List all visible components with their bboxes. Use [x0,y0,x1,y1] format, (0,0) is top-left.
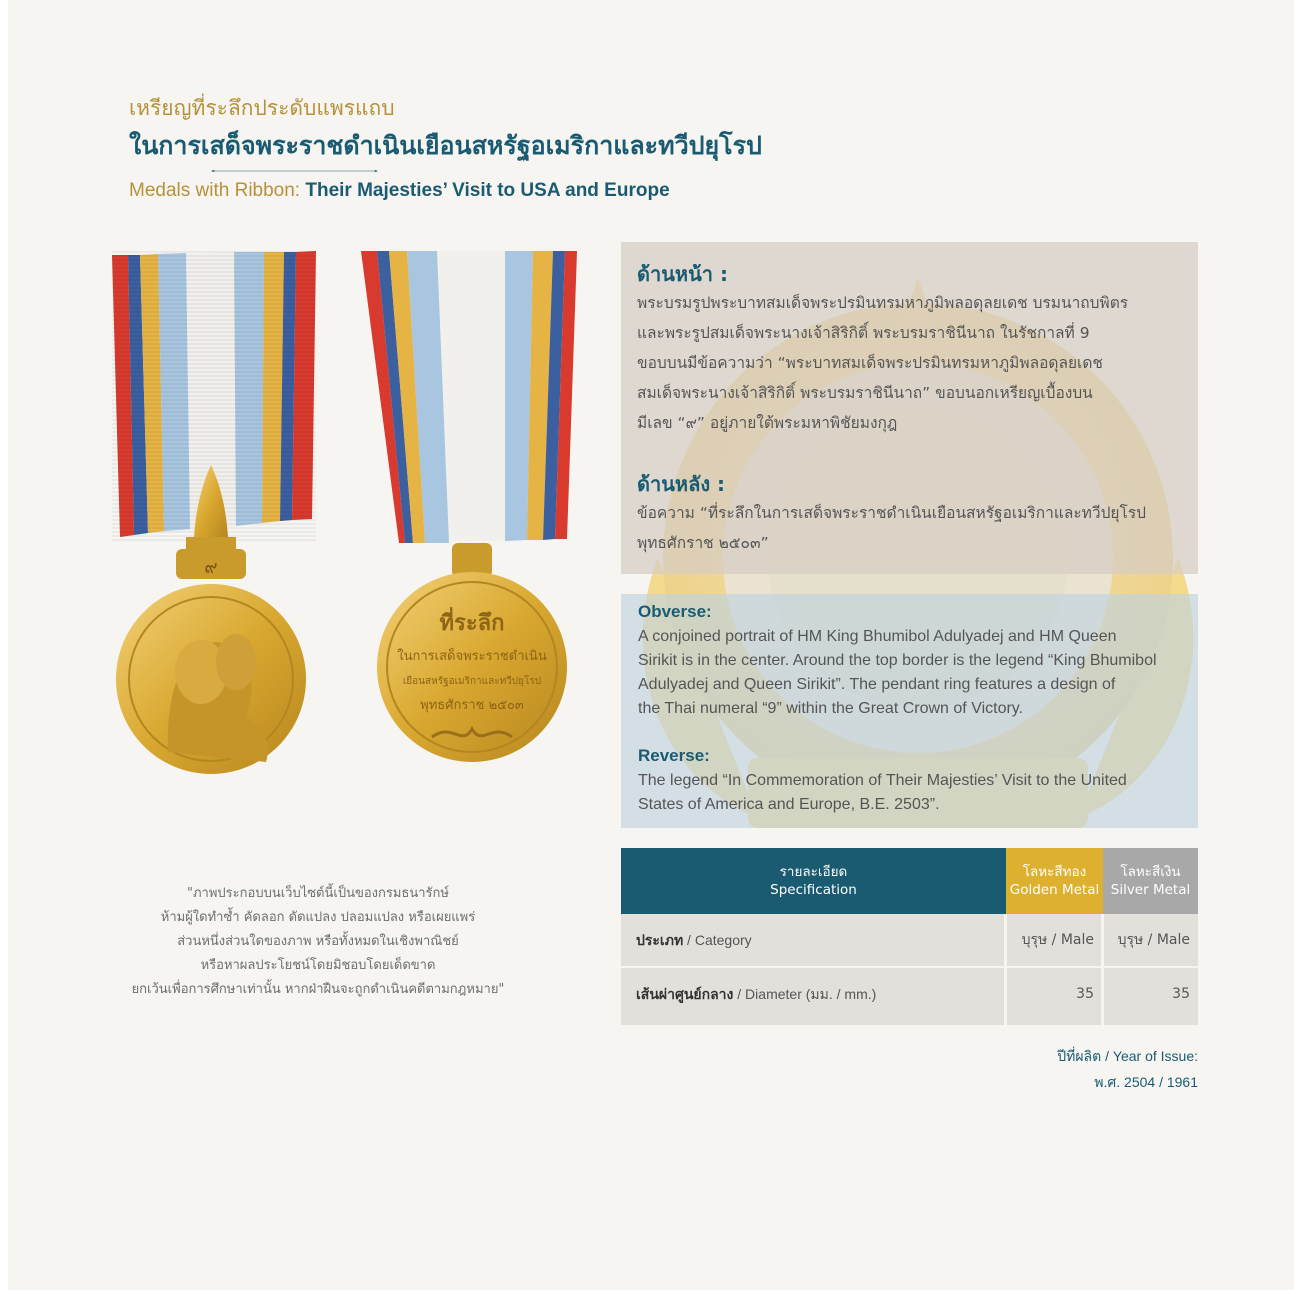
header-silver-metal [1103,848,1198,914]
disclaimer-line: ยกเว้นเพื่อการศึกษาเท่านั้น หากฝ่าฝืนจะถูกดำเนินคดีตามกฎหมาย" [131,982,505,997]
text-line: พระบรมรูปพระบาทสมเด็จพระปรมินทรมหาภูมิพลอดุลยเดช บรมนาถบพิตร [637,294,1129,312]
title-thai-main: ในการเสด็จพระราชดำเนินเยือนสหรัฐอเมริกาและทวีปยุโรป [129,131,762,160]
year-of-issue-value: พ.ศ. 2504 / 1961 [1094,1074,1198,1090]
label-thai: ปีที่ผลิต [1057,1048,1102,1064]
label-thai: ประเภท [636,933,684,949]
title-thai-subtitle: เหรียญที่ระลึกประดับแพรแถบ [129,96,395,120]
obverse-heading-thai: ด้านหน้า : [637,262,728,286]
header-text: โลหะสีเงิน [1120,864,1181,880]
disclaimer-line: ส่วนหนึ่งส่วนใดของภาพ หรือทั้งหมดในเชิงพาณิชย์ [177,934,459,949]
cell-gold: 35 [1076,986,1094,1002]
column-divider [1101,914,1104,1025]
medal-disc [377,572,567,762]
page [8,0,1294,1290]
medal-obverse-image [106,247,316,779]
year-of-issue-label [908,1046,1198,1068]
medal-back-line-4: พุทธศักราช ๒๕๐๓ [420,698,524,713]
cell-gold: บุรุษ / Male [1021,932,1094,948]
title-english [129,180,670,202]
medal-back-line-2: ในการเสด็จพระราชดำเนิน [397,649,547,664]
medal-reverse-image [357,247,582,767]
row-label [636,968,876,1020]
obverse-heading-english: Obverse: [638,602,712,621]
obverse-text-english [638,625,1181,721]
reverse-text-english [638,769,1181,817]
cell-silver: บุรุษ / Male [1117,932,1190,948]
header-text: Specification [770,882,857,898]
table-row [621,914,1198,966]
text-line: States of America and Europe, B.E. 2503”. [638,796,940,813]
label-english: / Diameter (มม. / mm.) [733,986,877,1002]
label-thai: เส้นผ่าศูนย์กลาง [636,987,734,1003]
column-divider [1004,914,1007,1025]
cell-silver: 35 [1172,986,1190,1002]
text-line: Adulyadej and Queen Sirikit”. The pendant ring features a design of [638,676,1116,693]
ribbon [361,251,577,543]
title-english-bold: Their Majesties’ Visit to USA and Europe [305,180,670,201]
copyright-disclaimer [108,882,528,1002]
reverse-text-thai [637,498,1182,558]
header-text: โลหะสีทอง [1022,864,1087,880]
disclaimer-line: ห้ามผู้ใดทำซ้ำ คัดลอก ดัดแปลง ปลอมแปลง หรือเผยแพร่ [160,910,476,925]
table-row [621,968,1198,1025]
medal-back-line-3: เยือนสหรัฐอเมริกาและทวีปยุโรป [402,676,542,687]
text-line: ขอบบนมีข้อความว่า “พระบาทสมเด็จพระปรมินทรมหาภูมิพลอดุลยเดช [637,354,1103,372]
title-english-prefix: Medals with Ribbon: [129,180,306,201]
medal-back-line-1: ที่ระลึก [439,611,505,636]
reverse-heading-english: Reverse: [638,746,710,765]
text-line: สมเด็จพระนางเจ้าสิริกิติ์ พระบรมราชินีนาถ” ขอบนอกเหรียญเบื้องบน [637,384,1093,402]
description-english [621,594,1198,828]
crown-numeral: ๙ [204,557,218,578]
text-line: Sirikit is in the center. Around the top border is the legend “King Bhumibol [638,652,1157,669]
obverse-text-thai [637,288,1182,438]
text-line: The legend “In Commemoration of Their Majesties’ Visit to the United [638,772,1127,789]
header-text: รายละเอียด [779,864,848,880]
header-text: Golden Metal [1009,882,1100,898]
header-text: Silver Metal [1110,882,1191,898]
label-english: / Year of Issue: [1101,1048,1198,1064]
label-english: / Category [683,932,752,948]
text-line: ข้อความ “ที่ระลึกในการเสด็จพระราชดำเนินเยือนสหรัฐอเมริกาและทวีปยุโรป [637,504,1146,522]
description-thai [621,242,1198,574]
text-line: พุทธศักราช ๒๕๐๓” [637,534,769,552]
disclaimer-line: "ภาพประกอบบนเว็บไซต์นี้เป็นของกรมธนารักษ์ [187,886,449,901]
text-line: A conjoined portrait of HM King Bhumibol Adulyadej and HM Queen [638,628,1117,645]
text-line: the Thai numeral “9” within the Great Crown of Victory. [638,700,1024,717]
text-line: และพระรูปสมเด็จพระนางเจ้าสิริกิติ์ พระบรมราชินีนาถ ในรัชกาลที่ 9 [637,324,1090,342]
reverse-heading-thai: ด้านหลัง : [637,472,726,496]
suspender-loop [452,543,492,577]
specification-table [621,848,1198,1025]
text-line: มีเลข “๙” อยู่ภายใต้พระมหาพิชัยมงกุฎ [637,414,898,432]
row-label [636,914,752,966]
header-specification [621,848,1006,914]
header-golden-metal [1006,848,1103,914]
disclaimer-line: หรือหาผลประโยชน์โดยมิชอบโดยเด็ดขาด [200,958,436,973]
header-divider [128,170,461,172]
